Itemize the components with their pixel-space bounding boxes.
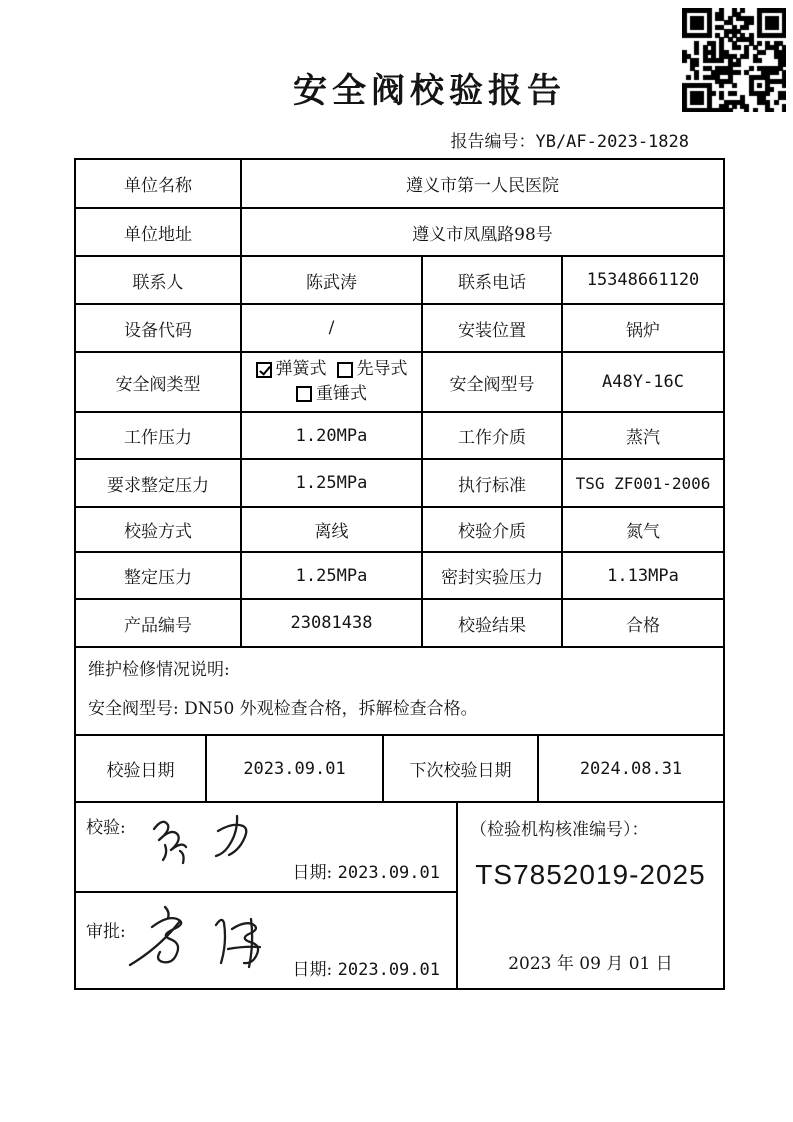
device-code-label: 设备代码: [76, 305, 242, 351]
checkbox-icon: [337, 362, 353, 378]
checkbox-icon: [296, 386, 312, 402]
calibration-date-label: 校验日期: [76, 736, 207, 801]
verifier-date-line: 日期: 2023.09.01: [292, 863, 440, 883]
checkbox-spring-type: 弹簧式: [256, 357, 327, 382]
unit-name-value: 遵义市第一人民医院: [406, 176, 559, 196]
unit-address-label: 单位地址: [76, 209, 242, 255]
table-row: [76, 553, 723, 600]
checkbox-weight-type: 重锤式: [296, 382, 367, 407]
contact-label: 联系人: [76, 257, 242, 303]
seal-test-pressure-label: 密封实验压力: [423, 553, 563, 598]
calibration-date-value: 2023.09.01: [207, 736, 384, 801]
org-approval-number: TS7852019-2025: [475, 859, 706, 890]
contact-phone-value: 15348661120: [586, 270, 700, 290]
approver-date-line: 日期: 2023.09.01: [292, 960, 440, 980]
standard-label: 执行标准: [423, 460, 563, 506]
unit-name-label: 单位名称: [76, 160, 242, 207]
product-no-value: 23081438: [242, 600, 423, 646]
table-row: [76, 160, 723, 209]
valve-model-label: 安全阀型号: [423, 353, 563, 411]
inspection-org-cell: [458, 803, 723, 988]
page-title: 安全阀校验报告: [293, 71, 566, 111]
signature-section: [76, 803, 723, 988]
org-date: 2023 年 09 月 01 日: [508, 954, 673, 974]
table-row: [76, 460, 723, 508]
table-row: [76, 508, 723, 553]
report-number-label: 报告编号：: [450, 132, 536, 152]
maintenance-note: 安全阀型号: DN50 外观检查合格，拆解检查合格。: [88, 699, 478, 720]
install-location-value: 锅炉: [626, 320, 660, 341]
required-set-pressure-label: 要求整定压力: [76, 460, 242, 506]
checkbox-icon: [256, 362, 272, 378]
working-pressure-label: 工作压力: [76, 413, 242, 458]
approver-signature: [110, 895, 305, 990]
verifier-cell: [76, 803, 456, 893]
required-set-pressure-value: 1.25MPa: [242, 460, 423, 506]
working-medium-label: 工作介质: [423, 413, 563, 458]
checkbox-pilot-type: 先导式: [337, 357, 408, 382]
table-row: [76, 600, 723, 648]
org-approval-heading: （检验机构核准编号）：: [470, 820, 649, 840]
calibration-medium-label: 校验介质: [423, 508, 563, 551]
calibration-medium-value: 氮气: [626, 522, 660, 542]
approver-cell: [76, 893, 456, 988]
table-row: [76, 257, 723, 305]
unit-address-value: 遵义市凤凰路98号: [412, 224, 553, 245]
calibration-result-value: 合格: [626, 615, 660, 636]
contact-phone-label: 联系电话: [423, 257, 563, 303]
table-row: [76, 353, 723, 413]
report-number-value: YB/AF-2023-1828: [535, 132, 689, 152]
calibration-result-label: 校验结果: [423, 600, 563, 646]
set-pressure-label: 整定压力: [76, 553, 242, 598]
set-pressure-value: 1.25MPa: [242, 553, 423, 598]
standard-value: TSG ZF001-2006: [575, 473, 711, 493]
calibration-method-label: 校验方式: [76, 508, 242, 551]
install-location-label: 安装位置: [423, 305, 563, 351]
calibration-method-value: 离线: [242, 508, 423, 551]
valve-type-options: [242, 353, 423, 411]
valve-type-label: 安全阀类型: [76, 353, 242, 411]
report-number-line: [74, 127, 725, 152]
valve-model-value: A48Y-16C: [602, 372, 684, 392]
verifier-label: 校验:: [86, 818, 126, 838]
next-date-value: 2024.08.31: [579, 758, 683, 779]
report-table: [74, 158, 725, 990]
approver-label: 审批:: [86, 922, 126, 942]
maintenance-heading: 维护检修情况说明:: [88, 660, 230, 680]
product-no-label: 产品编号: [76, 600, 242, 646]
seal-test-pressure-value: 1.13MPa: [607, 565, 679, 586]
contact-value: 陈武涛: [242, 257, 423, 303]
maintenance-note-section: [76, 648, 723, 736]
working-pressure-value: 1.20MPa: [242, 413, 423, 458]
dates-row: [76, 736, 723, 803]
verifier-signature: [118, 803, 293, 888]
table-row: [76, 413, 723, 460]
working-medium-value: 蒸汽: [626, 428, 660, 448]
next-date-label: 下次校验日期: [384, 736, 539, 801]
table-row: [76, 209, 723, 257]
device-code-value: /: [242, 305, 423, 351]
table-row: [76, 305, 723, 353]
